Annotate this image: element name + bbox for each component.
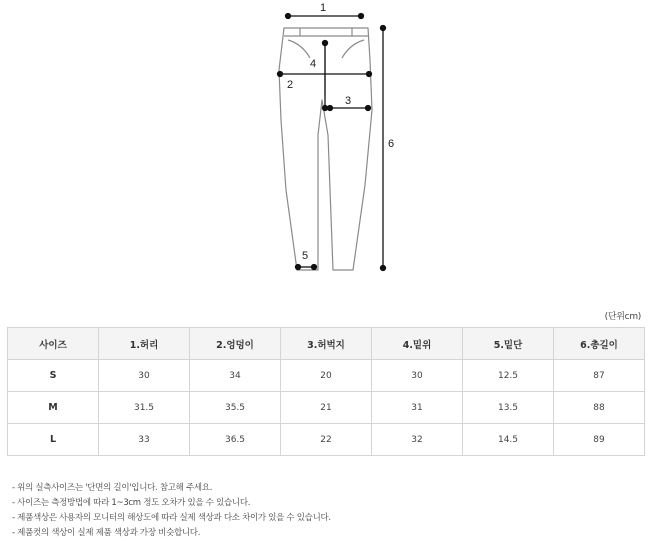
measure-label-6: 6 <box>388 138 395 150</box>
table-cell: 89 <box>554 424 645 456</box>
column-header: 3.허벅지 <box>281 328 372 360</box>
table-cell: 30 <box>99 360 190 392</box>
table-cell: 87 <box>554 360 645 392</box>
table-cell: 14.5 <box>463 424 554 456</box>
notes-list <box>12 481 331 541</box>
table-cell: 20 <box>281 360 372 392</box>
table-row <box>8 360 645 392</box>
front-pocket-left <box>288 40 310 58</box>
table-cell: 30 <box>372 360 463 392</box>
table-header-row <box>8 328 645 360</box>
measure-label-4: 4 <box>310 58 317 70</box>
table-cell: 33 <box>99 424 190 456</box>
table-cell: 13.5 <box>463 392 554 424</box>
measure-label-5: 5 <box>302 250 309 262</box>
measure-label-2: 2 <box>287 79 294 91</box>
front-pocket-right <box>342 40 364 58</box>
table-cell: 31.5 <box>99 392 190 424</box>
note-item: - 사이즈는 측정방법에 따라 1~3cm 정도 오차가 있을 수 있습니다. <box>12 498 251 508</box>
size-table <box>7 327 645 456</box>
column-header: 5.밑단 <box>463 328 554 360</box>
table-cell: 36.5 <box>190 424 281 456</box>
table-cell: 35.5 <box>190 392 281 424</box>
table-row <box>8 424 645 456</box>
column-header: 6.총길이 <box>554 328 645 360</box>
table-cell: M <box>8 392 99 424</box>
table-cell: 21 <box>281 392 372 424</box>
column-header: 1.허리 <box>99 328 190 360</box>
note-item: - 위의 실측사이즈는 '단면의 길이'입니다. 참고해 주세요. <box>12 483 213 493</box>
measure-label-3: 3 <box>345 95 352 107</box>
table-cell: L <box>8 424 99 456</box>
unit-label: (단위cm) <box>604 312 641 322</box>
table-cell: 34 <box>190 360 281 392</box>
table-row <box>8 392 645 424</box>
column-header: 사이즈 <box>8 328 99 360</box>
table-cell: 32 <box>372 424 463 456</box>
table-cell: 31 <box>372 392 463 424</box>
table-cell: 12.5 <box>463 360 554 392</box>
table-cell: 22 <box>281 424 372 456</box>
table-cell: 88 <box>554 392 645 424</box>
measure-label-1: 1 <box>320 2 327 14</box>
note-item: - 제품컷의 색상이 실제 제품 색상과 가장 비슷합니다. <box>12 528 201 538</box>
note-item: - 제품색상은 사용자의 모니터의 해상도에 따라 실제 색상과 다소 차이가 있을 수 있습니다. <box>12 513 331 523</box>
table-cell: S <box>8 360 99 392</box>
column-header: 2.엉덩이 <box>190 328 281 360</box>
column-header: 4.밑위 <box>372 328 463 360</box>
